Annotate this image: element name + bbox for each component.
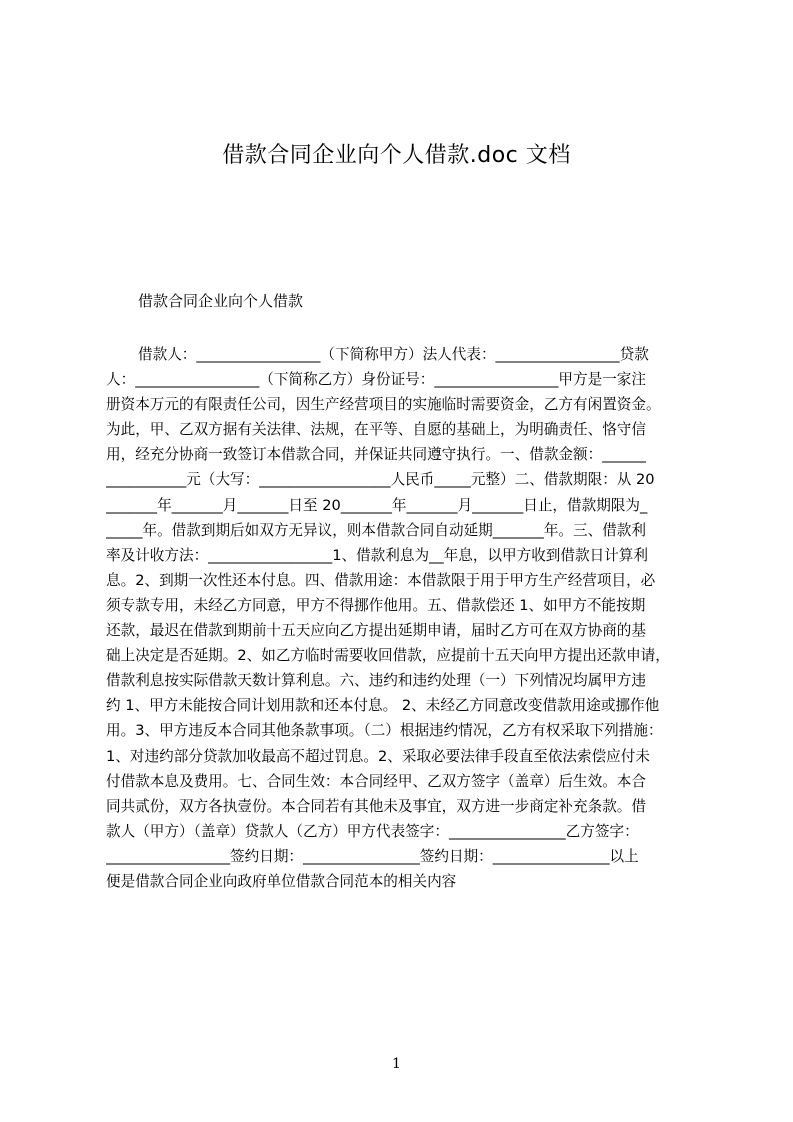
body-line: 册资本万元的有限责任公司，因生产经营项目的实施临时需要资金，乙方有闲置资金。	[106, 396, 661, 414]
body-line: 还款，最迟在借款到期前十五天应向乙方提出延期申请，届时乙方可在双方协商的基	[106, 622, 646, 640]
body-line: 1、对违约部分贷款加收最高不超过罚息。2、采取必要法律手段直至依法索偿应付未	[106, 747, 650, 765]
body-line: 借款人：_________________（下简称甲方）法人代表：_________________贷款	[138, 346, 649, 363]
body-line: 付借款本息及费用。七、合同生效：本合同经甲、乙双方签字（盖章）后生效。本合	[106, 772, 646, 790]
body-line: 款人（甲方）（盖章）贷款人（乙方）甲方代表签字：________________乙方签字：	[106, 822, 639, 840]
body-line: _____年。借款到期后如双方无异议，则本借款合同自动延期_______年。三、借款利	[106, 521, 646, 539]
body-line: 用。3、甲方违反本合同其他条款事项。（二）根据违约情况，乙方有权采取下列措施：	[106, 722, 663, 740]
body-line: 同共贰份，双方各执壹份。本合同若有其他未及事宜，双方进一步商定补充条款。借	[106, 797, 646, 815]
body-line: 人：_________________（下简称乙方）身份证号：_________________甲方是一家注	[106, 371, 646, 389]
body-line: 须专款专用，未经乙方同意，甲方不得挪作他用。五、借款偿还 1、如甲方不能按期	[106, 596, 646, 614]
body-line: 用，经充分协商一致签订本借款合同，并保证共同遵守执行。一、借款金额：______	[106, 446, 646, 464]
body-line: 为此，甲、乙双方据有关法律、法规，在平等、自愿的基础上，为明确责任、恪守信	[106, 421, 646, 439]
body-line: 约 1、甲方未能按合同计划用款和还本付息。 2、未经乙方同意改变借款用途或挪作他	[106, 697, 660, 715]
body-line: ___________元（大写：__________________人民币_____元整）二、借款期限：从 20	[106, 471, 655, 489]
body-line: _________________签约日期：________________签约日期：________________以上	[106, 847, 639, 865]
body-line: 借款利息按实际借款天数计算利息。六、违约和违约处理（一）下列情况均属甲方违	[106, 672, 646, 690]
document-title: 借款合同企业向个人借款.doc 文档	[222, 143, 571, 168]
body-line: 便是借款合同企业向政府单位借款合同范本的相关内容	[106, 872, 457, 890]
contract-body	[106, 342, 696, 894]
document-subheading: 借款合同企业向个人借款	[138, 292, 304, 310]
body-line: 率及计收方法：_________________1、借款利息为__年息，以甲方收到借款日计算利	[106, 546, 648, 564]
body-line: _______年_______月_______日至 20_______年_______月_______日止，借款期限为_	[106, 496, 648, 514]
body-line: 础上决定是否延期。2、如乙方临时需要收回借款，应提前十五天向甲方提出还款申请，	[106, 647, 670, 665]
page-number: 1	[392, 1056, 401, 1072]
body-line: 息。2、到期一次性还本付息。四、借款用途：本借款限于用于甲方生产经营项目，必	[106, 571, 656, 589]
